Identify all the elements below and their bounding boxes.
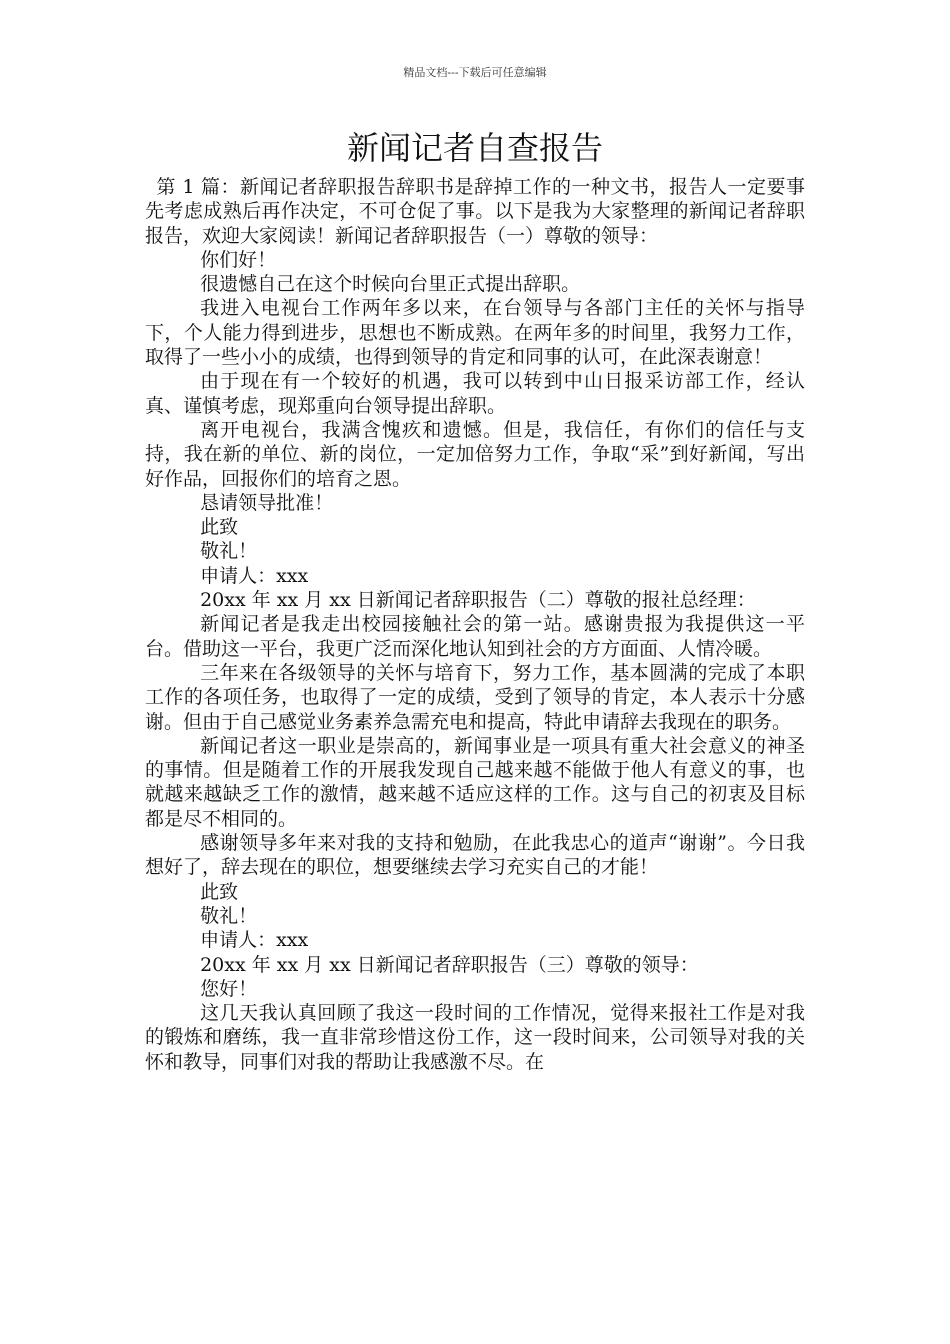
paragraph: 很遗憾自己在这个时候向台里正式提出辞职。 <box>200 273 581 296</box>
paragraph: 恳请领导批准！ <box>200 491 334 514</box>
paragraph-greeting-2: 您好！ <box>200 977 258 1000</box>
document-body <box>145 175 805 1074</box>
applicant-line: 申请人：xxx <box>200 929 309 952</box>
paragraph: 新闻记者这一职业是崇高的，新闻事业是一项具有重大社会意义的神圣的事情。但是随着工作的开展我发现自己越来越不能做于他人有意义的事，也就越来越缺乏工作的激情，越来越不适应这样的工作。这与自己的初衷及目标都是尽不相同的。 <box>145 734 805 830</box>
paragraph: 三年来在各级领导的关怀与培育下，努力工作，基本圆满的完成了本职工作的各项任务，也取得了一定的成绩，受到了领导的肯定，本人表示十分感谢。但由于自己感觉业务素养急需充电和提高，特此申请辞去我现在的职务。 <box>145 661 805 733</box>
paragraph: 由于现在有一个较好的机遇，我可以转到中山日报采访部工作，经认真、谨慎考虑，现郑重向台领导提出辞职。 <box>145 370 805 417</box>
closing-line: 此致 <box>200 516 239 539</box>
header-note: 精品文档---下载后可任意编辑 <box>403 66 547 79</box>
closing-line: 此致 <box>200 880 239 903</box>
paragraph: 离开电视台，我满含愧疚和遗憾。但是，我信任，有你们的信任与支持，我在新的单位、新的岗位，一定加倍努力工作，争取“采”到好新闻，写出好作品，回报你们的培育之恩。 <box>145 418 805 490</box>
page-title: 新闻记者自查报告 <box>346 129 603 167</box>
applicant-line: 申请人：xxx <box>200 564 309 587</box>
paragraph-greeting-1: 你们好！ <box>200 248 277 271</box>
closing-line: 敬礼！ <box>200 904 258 927</box>
paragraph: 新闻记者是我走出校园接触社会的第一站。感谢贵报为我提供这一平台。借助这一平台，我更广泛而深化地认知到社会的方方面面、人情冷暖。 <box>145 613 805 660</box>
paragraph: 我进入电视台工作两年多以来，在台领导与各部门主任的关怀与指导下，个人能力得到进步，思想也不断成熟。在两年多的时间里，我努力工作，取得了一些小小的成绩，也得到领导的肯定和同事的认可，在此深表谢意！ <box>145 297 805 369</box>
paragraph-intro: 第 1 篇：新闻记者辞职报告辞职书是辞掉工作的一种文书，报告人一定要事先考虑成熟后再作决定，不可仓促了事。以下是我为大家整理的新闻记者辞职报告，欢迎大家阅读！新闻记者辞职报告（一）尊敬的领导： <box>145 176 805 247</box>
paragraph: 感谢领导多年来对我的支持和勉励，在此我忠心的道声“谢谢”。今日我想好了，辞去现在的职位，想要继续去学习充实自己的才能！ <box>145 832 805 879</box>
closing-line: 敬礼！ <box>200 540 258 563</box>
paragraph: 这几天我认真回顾了我这一段时间的工作情况，觉得来报社工作是对我的锻炼和磨练，我一直非常珍惜这份工作，这一段时间来，公司领导对我的关怀和教导，同事们对我的帮助让我感激不尽。在 <box>145 1002 805 1073</box>
date-heading-line: 20xx 年 xx 月 xx 日新闻记者辞职报告（二）尊敬的报社总经理： <box>200 589 756 612</box>
date-heading-line: 20xx 年 xx 月 xx 日新闻记者辞职报告（三）尊敬的领导： <box>200 953 699 976</box>
